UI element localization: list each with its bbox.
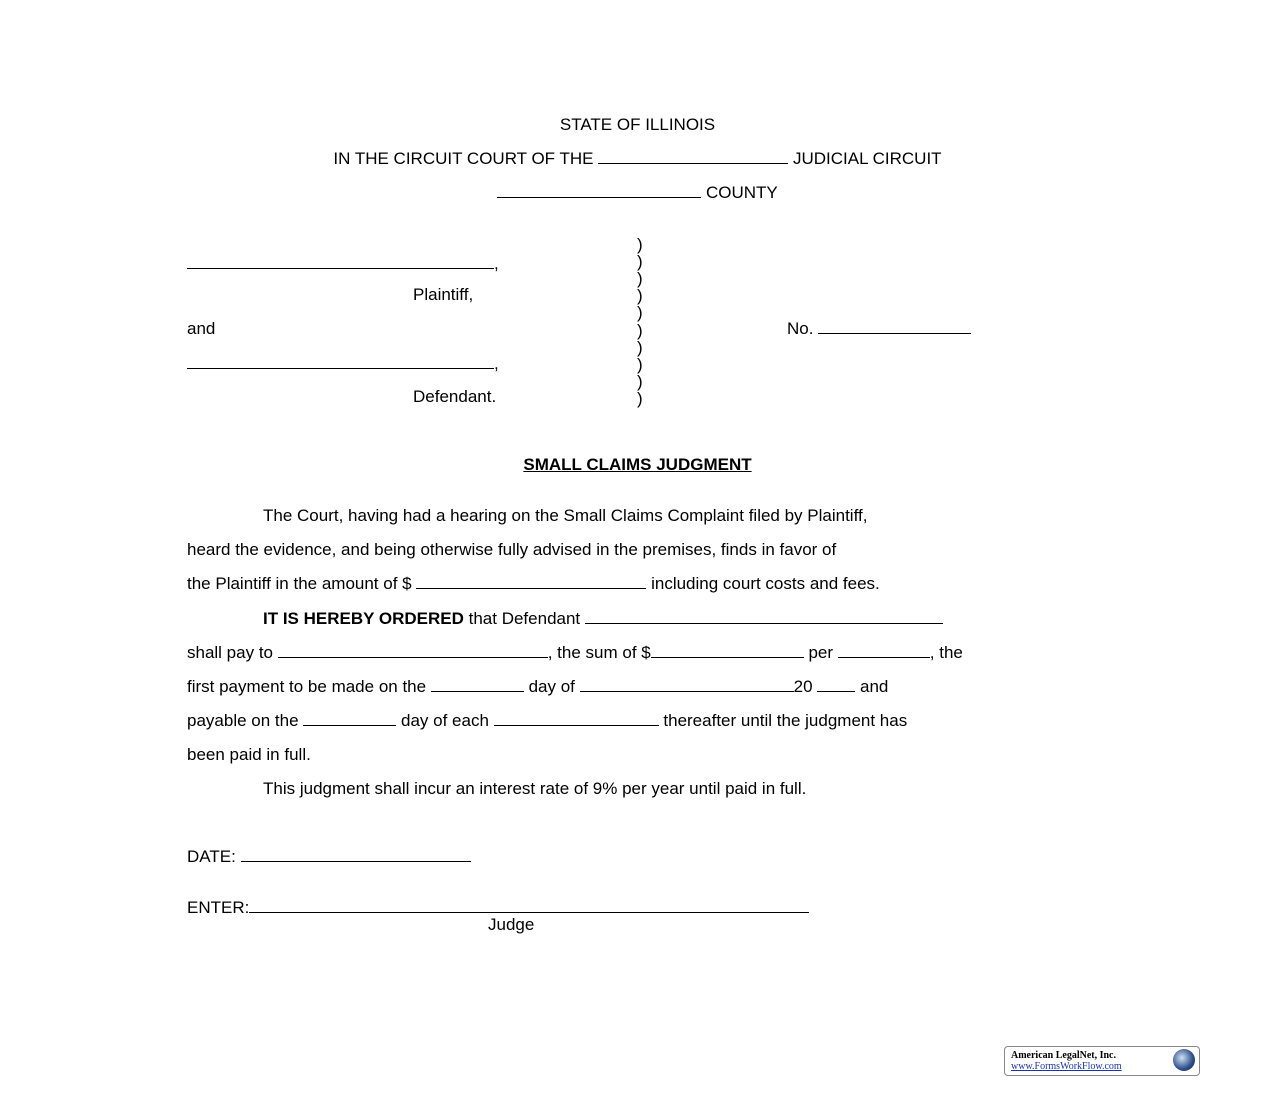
county-blank[interactable] [497, 183, 701, 198]
judge-signature-blank[interactable] [249, 898, 809, 913]
amount-blank[interactable] [416, 574, 646, 589]
caption-paren: ) [637, 269, 643, 289]
case-number-blank[interactable] [818, 319, 971, 334]
text: including court costs and fees. [651, 574, 880, 593]
text: shall pay to [187, 643, 273, 662]
caption-paren: ) [637, 252, 643, 272]
payable-day-blank[interactable] [303, 711, 396, 726]
body-line-6 [187, 677, 888, 697]
text: the Plaintiff in the amount of $ [187, 574, 412, 593]
period-blank[interactable] [838, 643, 930, 658]
payee-blank[interactable] [278, 643, 548, 658]
caption-paren: ) [637, 286, 643, 306]
ordered-text: IT IS HEREBY ORDERED [263, 609, 464, 628]
logo-url[interactable]: www.FormsWorkFlow.com [1011, 1061, 1122, 1072]
defendant-name-line [187, 354, 499, 374]
text: 20 [793, 677, 813, 696]
state-heading: STATE OF ILLINOIS [559, 115, 716, 134]
body-line-1: The Court, having had a hearing on the Small Claims Complaint filed by Plaintiff, [263, 506, 868, 525]
plaintiff-blank[interactable] [187, 254, 494, 269]
body-line-5 [187, 643, 963, 663]
judge-label: Judge [488, 915, 535, 934]
sum-blank[interactable] [651, 643, 804, 658]
enter-label: ENTER: [187, 898, 250, 917]
payable-period-blank[interactable] [494, 711, 659, 726]
first-month-blank[interactable] [580, 677, 794, 692]
body-line-8: been paid in full. [187, 745, 311, 764]
caption-paren: ) [637, 337, 643, 357]
text: day of each [401, 711, 489, 730]
text: first payment to be made on the [187, 677, 427, 696]
defendant-order-blank[interactable] [585, 609, 943, 624]
text: that Defendant [468, 609, 581, 628]
caption-paren: ) [637, 303, 643, 323]
globe-icon [1173, 1049, 1195, 1071]
body-line-7 [187, 711, 907, 731]
text: thereafter until the judgment has [663, 711, 908, 730]
comma: , [494, 254, 499, 273]
circuit-blank[interactable] [598, 149, 788, 164]
caption-paren: ) [637, 320, 643, 340]
plaintiff-name-line [187, 254, 499, 274]
county-heading [0, 183, 1275, 203]
american-legalnet-logo[interactable] [1004, 1046, 1200, 1076]
date-line [187, 847, 471, 867]
date-label: DATE: [187, 847, 236, 866]
text: day of [528, 677, 575, 696]
court-heading [0, 149, 1275, 169]
caption-paren: ) [637, 388, 643, 408]
body-line-4 [263, 609, 943, 629]
text: and [860, 677, 889, 696]
body-line-9: This judgment shall incur an interest rate of 9% per year until paid in full. [263, 779, 807, 798]
first-day-blank[interactable] [431, 677, 524, 692]
and-label: and [187, 319, 216, 338]
caption-paren: ) [637, 371, 643, 391]
caption-paren: ) [637, 235, 643, 254]
no-label: No. [787, 319, 814, 338]
caption-paren: ) [637, 354, 643, 374]
comma: , [494, 354, 499, 373]
plaintiff-label: Plaintiff, [413, 285, 474, 304]
year-blank[interactable] [817, 677, 855, 692]
defendant-label: Defendant. [413, 387, 497, 406]
text: payable on the [187, 711, 299, 730]
body-line-3 [187, 574, 880, 594]
text: per [808, 643, 834, 662]
text: , the [929, 643, 963, 662]
defendant-blank[interactable] [187, 354, 494, 369]
court-suffix: JUDICIAL CIRCUIT [792, 149, 942, 168]
text: , the sum of $ [547, 643, 651, 662]
logo-name: American LegalNet, Inc. [1011, 1050, 1116, 1061]
document-title: SMALL CLAIMS JUDGMENT [523, 455, 752, 474]
date-blank[interactable] [241, 847, 471, 862]
court-prefix: IN THE CIRCUIT COURT OF THE [333, 149, 594, 168]
body-line-2: heard the evidence, and being otherwise fully advised in the premises, finds in favor of [187, 540, 837, 559]
county-label: COUNTY [705, 183, 778, 202]
case-number [787, 319, 971, 339]
